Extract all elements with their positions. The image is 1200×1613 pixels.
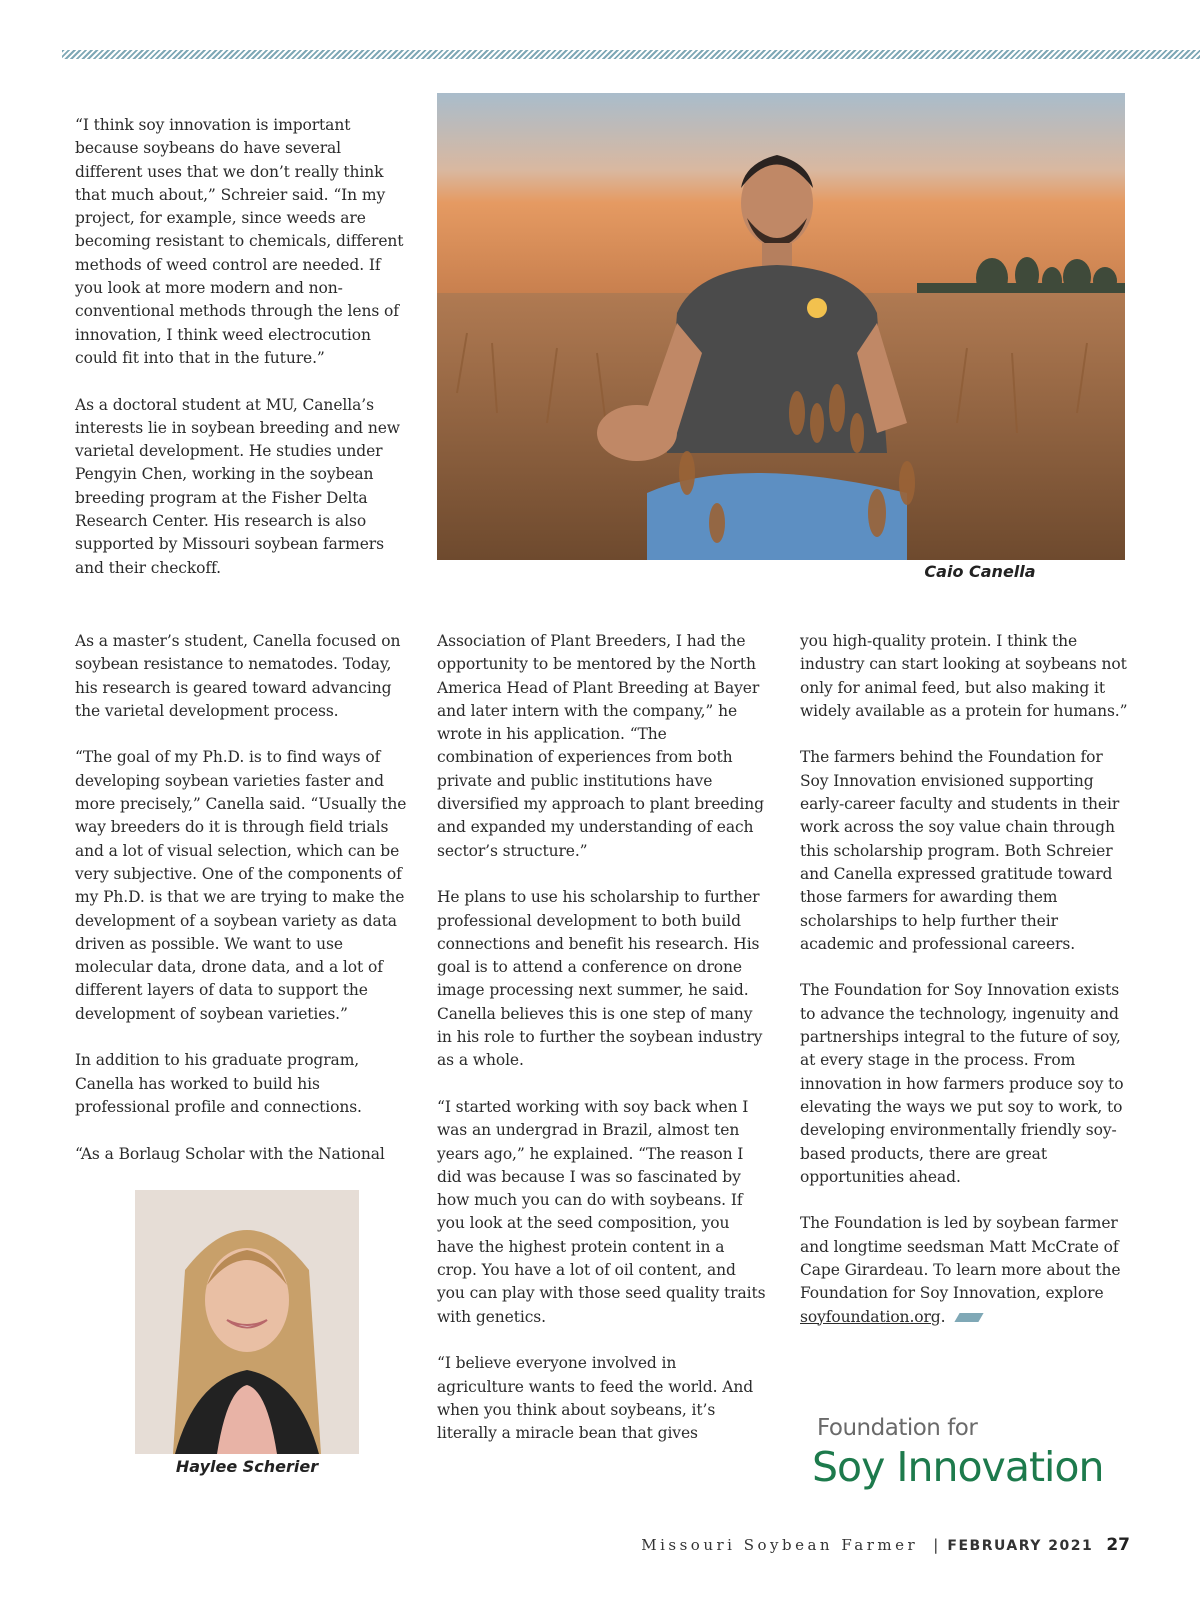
issue-date: FEBRUARY 2021 — [947, 1538, 1094, 1554]
closing-punctuation: . — [940, 1307, 946, 1326]
paragraph: He plans to use his scholarship to further professional development to both build connections and benefit his research. His goal is to attend a conference on drone image processing next summer, he said. Canella believes this is one step of many in his role to further the soybean industry as a whole. — [437, 888, 763, 1070]
haylee-photo-caption: Haylee Scherier — [175, 1457, 319, 1476]
article-column-1-top — [75, 114, 410, 580]
paragraph: As a master’s student, Canella focused on soybean resistance to nematodes. Today, his research is geared toward advancing the varietal development process. — [75, 632, 401, 720]
end-of-article-mark — [955, 1313, 984, 1322]
article-column-2 — [437, 630, 767, 1445]
paragraph: As a doctoral student at MU, Canella’s interests lie in soybean breeding and new varietal development. He studies under Pengyin Chen, working in the soybean breeding program at the Fisher Delta Research Center. His research is also supported by Missouri soybean farmers and their checkoff. — [75, 395, 400, 577]
paragraph: “As a Borlaug Scholar with the National — [75, 1144, 385, 1163]
caio-canella-photo — [437, 93, 1125, 560]
paragraph: you high-quality protein. I think the industry can start looking at soybeans not only for animal feed, but also making it widely available as a protein for humans.” — [800, 632, 1128, 720]
foundation-for-soy-innovation-logo — [812, 1415, 1132, 1495]
publication-name: Missouri Soybean Farmer — [641, 1536, 919, 1554]
article-column-3 — [800, 630, 1130, 1329]
page-number: 27 — [1106, 1535, 1130, 1555]
top-decorative-stripe — [62, 50, 1200, 59]
paragraph: The farmers behind the Foundation for Soy Innovation envisioned supporting early-career faculty and students in their work across the soy value chain through this scholarship program. Both Schreier and Canella expressed gratitude toward those farmers for awarding them scholarships to help further their academic and professional careers. — [800, 748, 1120, 953]
page-footer — [600, 1535, 1130, 1559]
logo-line-1: Foundation for — [817, 1415, 978, 1441]
article-column-1-bottom — [75, 630, 410, 1166]
soyfoundation-link[interactable]: soyfoundation.org — [800, 1307, 941, 1326]
footer-separator: | — [933, 1536, 939, 1554]
haylee-scherier-photo — [135, 1190, 359, 1454]
paragraph: The Foundation for Soy Innovation exists to advance the technology, ingenuity and partnerships integral to the future of soy, at every stage in the process. From innovation in how farmers produce soy to elevating the ways we put soy to work, to developing environmentally friendly soy-based products, there are great opportunities ahead. — [800, 981, 1124, 1186]
paragraph: In addition to his graduate program, Canella has worked to build his professional profile and connections. — [75, 1051, 362, 1116]
headshot-portrait-illustration — [135, 1190, 359, 1454]
logo-line-2: Soy Innovation — [812, 1443, 1104, 1491]
paragraph: “I believe everyone involved in agriculture wants to feed the world. And when you think about soybeans, it’s literally a miracle bean that gives — [437, 1354, 754, 1443]
paragraph: “The goal of my Ph.D. is to find ways of developing soybean varieties faster and more precisely,” Canella said. “Usually the way breeders do it is through field trials and a lot of visual selection, which can be very subjective. One of the components of my Ph.D. is that we are trying to make the development of a soybean variety as data driven as possible. We want to use molecular data, drone data, and a lot of different layers of data to support the development of soybean varieties.” — [75, 748, 407, 1023]
paragraph: Association of Plant Breeders, I had the opportunity to be mentored by the North America Head of Plant Breeding at Bayer and later intern with the company,” he wrote in his application. “The combination of experiences from both private and public institutions have diversified my approach to plant breeding and expanded my understanding of each sector’s structure.” — [437, 632, 764, 860]
paragraph: “I started working with soy back when I was an undergrad in Brazil, almost ten years ago,” he explained. “The reason I did was because I was so fascinated by how much you can do with soybeans. If you look at the seed composition, you have the highest protein content in a crop. You have a lot of oil content, and you can play with those seed quality traits with genetics. — [437, 1097, 766, 1326]
closing-text: The Foundation is led by soybean farmer and longtime seedsman Matt McCrate of Cape Girardeau. To learn more about the Foundation for Soy Innovation, explore — [800, 1214, 1121, 1303]
closing-paragraph — [800, 1212, 1130, 1328]
caio-photo-caption: Caio Canella — [924, 562, 1036, 581]
paragraph: “I think soy innovation is important because soybeans do have several different uses that we don’t really think that much about,” Schreier said. “In my project, for example, since weeds are becoming resistant to chemicals, different methods of weed control are needed. If you look at more modern and non-conventional methods through the lens of innovation, I think weed electrocution could fit into that in the future.” — [75, 116, 404, 367]
soybean-field-portrait-illustration — [437, 93, 1125, 560]
